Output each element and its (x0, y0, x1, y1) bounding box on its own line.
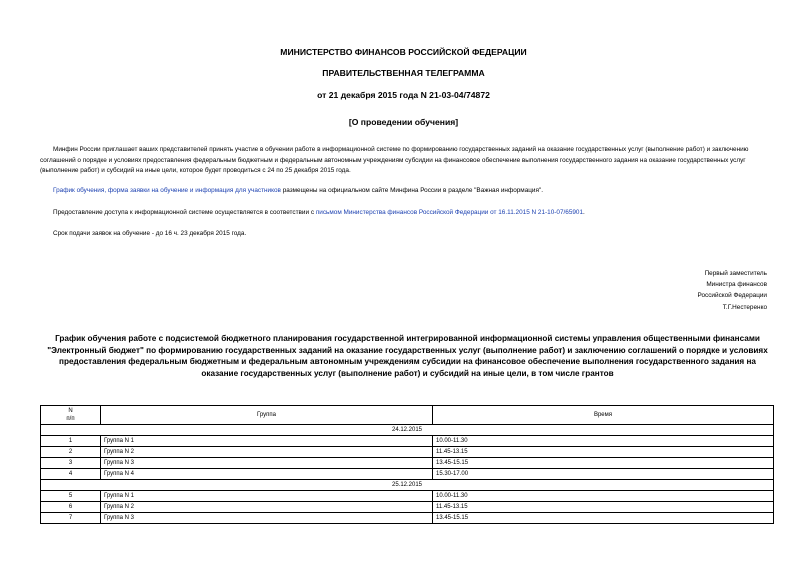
table-row (41, 513, 774, 524)
table-row (41, 436, 774, 447)
date-row (41, 425, 774, 436)
row-group: Группа N 1 (101, 436, 433, 447)
table-row (41, 447, 774, 458)
document-type: ПРАВИТЕЛЬСТВЕННАЯ ТЕЛЕГРАММА (322, 68, 485, 78)
header-time: Время (433, 406, 774, 425)
schedule-info-link[interactable]: График обучения, форма заявки на обучение и информация для участников (53, 187, 281, 194)
row-group: Группа N 1 (101, 491, 433, 502)
row-time: 15.30-17.00 (433, 469, 774, 480)
paragraph-access-end: . (583, 209, 585, 216)
ministry-letter-link[interactable]: письмом Министерства финансов Российской Федерации от 16.11.2015 N 21-10-07/65901 (315, 209, 584, 216)
row-number: 3 (41, 458, 101, 469)
document-subject: [О проведении обучения] (348, 117, 459, 127)
row-number: 4 (41, 469, 101, 480)
row-group: Группа N 2 (101, 447, 433, 458)
paragraph-deadline: Срок подачи заявок на обучение - до 16 ч. 23 декабря 2015 года. (53, 230, 247, 237)
signature-name: Т.Г.Нестеренко (722, 303, 767, 311)
header-group: Группа (101, 406, 433, 425)
paragraph-schedule-info-text: размещены на официальном сайте Минфина России в разделе "Важная информация". (280, 187, 543, 194)
schedule-title: График обучения работе с подсистемой бюджетного планирования государственной интегрированной информационной системы управления общественными финансами "Электронный бюджет" по формированию государственных заданий на оказание государственных услуг (выполнение работ) и заключению соглашений о порядке и условиях предоставления федеральным бюджетным и федеральным автономным учреждениям субсидии на финансовое обеспечение выполнения государственного задания на оказание государственных услуг (выполнение работ) и субсидий на иные цели, в том числе грантов (47, 334, 768, 378)
signature-position-2: Министра финансов (706, 281, 767, 289)
table-row (41, 491, 774, 502)
table-row (41, 458, 774, 469)
header-number-n: N (68, 408, 73, 414)
row-group: Группа N 4 (101, 469, 433, 480)
row-time: 10.00-11.30 (433, 491, 774, 502)
paragraph-invitation: Минфин России приглашает ваших представителей принять участие в обучении работе в информационной системе по формированию государственных заданий на оказание государственных услуг (выполнение работ) и заключению соглашений о порядке и условиях предоставления федеральным бюджетным и федеральным автономным учреждениям субсидии на финансовое обеспечение выполнения государственного задания на оказание государственных услуг (выполнение работ) и субсидий на иные цели, которое будет проводиться с 24 по 25 декабря 2015 года. (40, 146, 749, 174)
row-time: 10.00-11.30 (433, 436, 774, 447)
row-group: Группа N 3 (101, 458, 433, 469)
signature-position: Первый заместитель (704, 270, 767, 277)
header-number-pp: п/п (66, 416, 75, 422)
paragraph-schedule-info (40, 186, 775, 197)
document-date-number: от 21 декабря 2015 года N 21-03-04/74872 (317, 90, 490, 100)
row-time: 13.45-15.15 (433, 513, 774, 524)
table-header-row (41, 406, 774, 425)
row-number: 5 (41, 491, 101, 502)
date-row (41, 480, 774, 491)
row-number: 7 (41, 513, 101, 524)
row-time: 11.45-13.15 (433, 447, 774, 458)
schedule-table (40, 405, 774, 524)
header-number (41, 406, 101, 425)
table-row (41, 469, 774, 480)
signature-block (698, 268, 768, 313)
date-cell: 24.12.2015 (41, 425, 774, 436)
row-number: 2 (41, 447, 101, 458)
row-time: 13.45-15.15 (433, 458, 774, 469)
paragraph-access (40, 208, 775, 219)
table-row (41, 502, 774, 513)
date-cell: 25.12.2015 (41, 480, 774, 491)
row-group: Группа N 3 (101, 513, 433, 524)
row-time: 11.45-13.15 (433, 502, 774, 513)
ministry-heading: МИНИСТЕРСТВО ФИНАНСОВ РОССИЙСКОЙ ФЕДЕРАЦИИ (280, 47, 527, 57)
row-number: 1 (41, 436, 101, 447)
row-number: 6 (41, 502, 101, 513)
row-group: Группа N 2 (101, 502, 433, 513)
signature-position-3: Российской Федерации (697, 292, 767, 300)
paragraph-access-text: Предоставление доступа к информационной системе осуществляется в соответствии с (53, 209, 316, 216)
